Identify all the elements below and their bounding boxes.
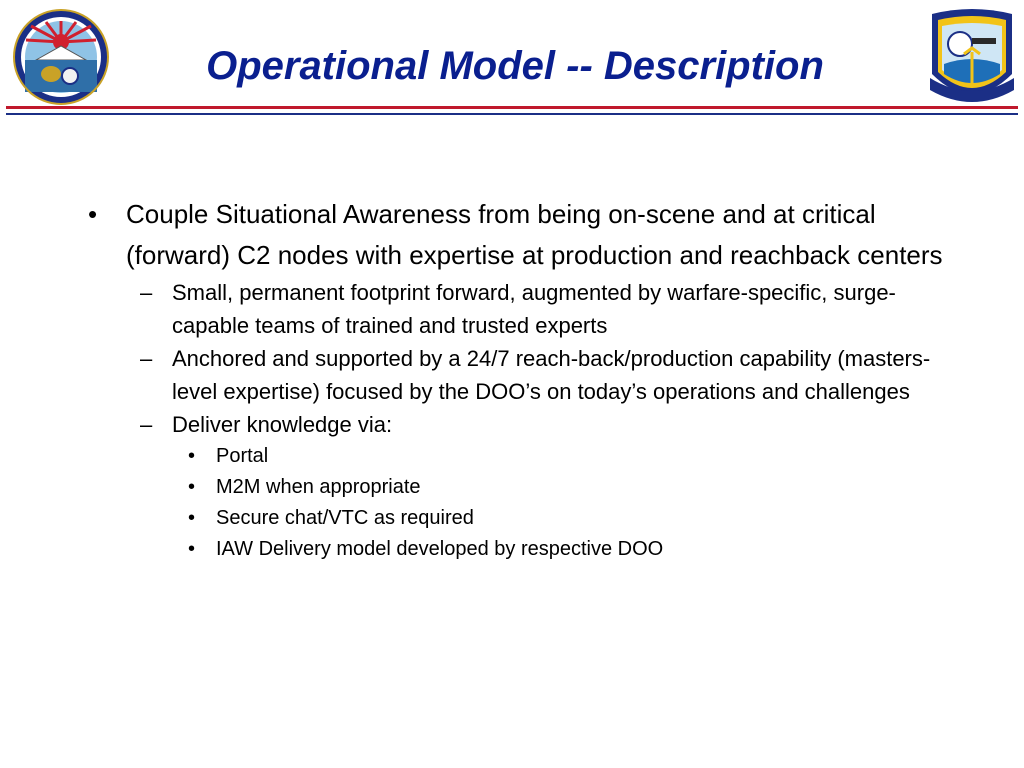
bullet-level3 <box>88 534 968 565</box>
bullet-marker: • <box>188 445 196 467</box>
asw-center-stennis-logo-icon <box>924 4 1020 108</box>
bullet-text: Deliver knowledge via: <box>172 412 393 437</box>
bullet-text: Couple Situational Awareness from being on-scene and at critical (forward) C2 nodes with expertise at production and reachback centers <box>126 199 943 270</box>
slide-title: Operational Model -- Description <box>206 44 824 88</box>
bullet-marker: • <box>88 199 98 229</box>
bullet-level3 <box>88 503 968 534</box>
asw-center-yokosuka-logo-icon <box>6 8 116 106</box>
bullet-level3 <box>88 472 968 503</box>
bullet-text: Anchored and supported by a 24/7 reach-back/production capability (masters-level expertise) focused by the DOO’s on today’s operations and challenges <box>172 346 931 404</box>
dash-marker: – <box>140 412 153 437</box>
bullet-marker: • <box>188 476 196 498</box>
bullet-level3 <box>88 441 968 472</box>
bullet-text: Small, permanent footprint forward, augmented by warfare-specific, surge-capable teams of trained and trusted experts <box>172 280 896 338</box>
title-divider-red <box>6 106 1018 109</box>
dash-marker: – <box>140 280 153 305</box>
bullet-marker: • <box>188 507 196 529</box>
bullet-level1 <box>88 194 968 276</box>
bullet-level2 <box>88 408 968 441</box>
bullet-text: Secure chat/VTC as required <box>216 507 474 529</box>
bullet-text: Portal <box>216 445 269 467</box>
bullet-level2 <box>88 342 968 408</box>
dash-marker: – <box>140 346 153 371</box>
bullet-text: M2M when appropriate <box>216 476 421 498</box>
bullet-marker: • <box>188 538 196 560</box>
bullet-level2 <box>88 276 968 342</box>
title-divider-blue <box>6 113 1018 115</box>
bullet-text: IAW Delivery model developed by respective DOO <box>216 538 664 560</box>
slide-body <box>88 194 968 565</box>
